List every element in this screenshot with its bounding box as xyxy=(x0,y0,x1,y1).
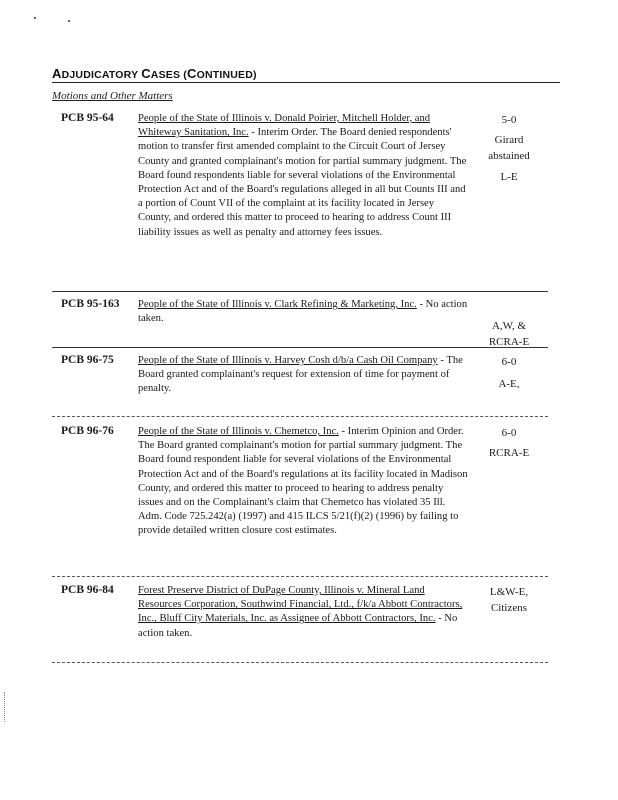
entry-separator xyxy=(52,347,548,348)
case-text: - Interim Order. The Board denied respondents' motion to transfer first amended complaint to the Circuit Court of Jersey County and granted complainant's motion for partial summary judgment. The Board found respondents liable for several violations of the Environmental Protection Act and of the Board's regulations alleged in all but Counts III and a portion of Count VII of the complaint at its facility located in Jersey County, and ordered this matter to proceed to hearing to address Count III liability issues as well as penalty and attorney fees issues. xyxy=(138,127,467,238)
heading-initial: C xyxy=(187,66,197,81)
vote-column xyxy=(474,425,544,461)
vote-column xyxy=(474,584,544,616)
case-description xyxy=(138,584,468,641)
case-title: People of the State of Illinois v. Donald Poirier, Mitchell Holder, and Whiteway Sanitation, Inc. xyxy=(138,113,431,139)
vote-column xyxy=(474,318,544,350)
case-number: PCB 96-76 xyxy=(61,425,114,437)
vote-line: RCRA-E xyxy=(488,336,530,348)
heading-initial: A xyxy=(52,66,62,81)
case-text: - The Board granted complainant's request for extension of time for payment of penalty. xyxy=(138,355,463,395)
heading-rule xyxy=(52,82,560,83)
scan-speck xyxy=(34,17,36,19)
entry-separator xyxy=(52,291,548,292)
vote-line: L&W-E, xyxy=(489,586,529,598)
case-description xyxy=(138,112,468,240)
vote-line: L-E xyxy=(500,171,518,183)
case-number: PCB 95-64 xyxy=(61,112,114,124)
case-description xyxy=(138,425,468,539)
subsection-title: Motions and Other Matters xyxy=(52,90,173,102)
vote-line: 5-0 xyxy=(501,114,517,126)
vote-line: Citizens xyxy=(490,602,528,614)
vote-line: A-E, xyxy=(498,378,520,390)
case-text: - No action taken. xyxy=(138,613,458,639)
vote-line: Girard xyxy=(494,134,524,146)
vote-column xyxy=(474,112,544,185)
heading-word: ONTINUED) xyxy=(196,69,257,81)
case-description xyxy=(138,298,468,326)
case-text: - No action taken. xyxy=(138,299,468,325)
case-description xyxy=(138,354,468,397)
scan-artifact xyxy=(4,692,21,722)
vote-line: RCRA-E xyxy=(488,447,530,459)
heading-word: ASES ( xyxy=(150,69,188,81)
vote-line: abstained xyxy=(488,150,530,162)
heading-word: DJUDICATORY xyxy=(61,69,142,81)
heading-initial: C xyxy=(141,66,151,81)
vote-line: 6-0 xyxy=(501,427,517,439)
vote-column xyxy=(474,354,544,392)
entry-separator xyxy=(52,662,548,663)
case-text: - Interim Opinion and Order. The Board granted complainant's motion for partial summary judgment. The Board found respondent liable for several violations of the Environmental Protection Act and of the Board's regulations at its facility located in Madison County, and ordered this matter to proceed to hearing to address penalty issues and on the Complainant's claim that Chemetco has violated 35 Ill. Adm. Code 725.242(a) (1997) and 415 ILCS 5/21(f)(2) (1996) by failing to provide detailed written closure cost estimates. xyxy=(138,426,468,537)
case-title: People of the State of Illinois v. Harvey Cosh d/b/a Cash Oil Company xyxy=(138,355,438,366)
case-number: PCB 96-84 xyxy=(61,584,114,596)
case-title: People of the State of Illinois v. Chemetco, Inc. xyxy=(138,426,339,437)
scan-speck xyxy=(68,20,70,22)
case-title: People of the State of Illinois v. Clark Refining & Marketing, Inc. xyxy=(138,299,417,310)
case-number: PCB 95-163 xyxy=(61,298,120,310)
entry-separator xyxy=(52,576,548,577)
vote-line: A,W, & xyxy=(491,320,527,332)
entry-separator xyxy=(52,416,548,417)
vote-line: 6-0 xyxy=(501,356,517,368)
case-number: PCB 96-75 xyxy=(61,354,114,366)
case-title: Forest Preserve District of DuPage County, Illinois v. Mineral Land Resources Corporation, Southwind Financial, Ltd., f/k/a Abbott Contractors, Inc., Bluff City Materials, Inc. as Assignee of Abbott Contractors, Inc. xyxy=(138,585,463,625)
section-heading xyxy=(52,66,257,81)
